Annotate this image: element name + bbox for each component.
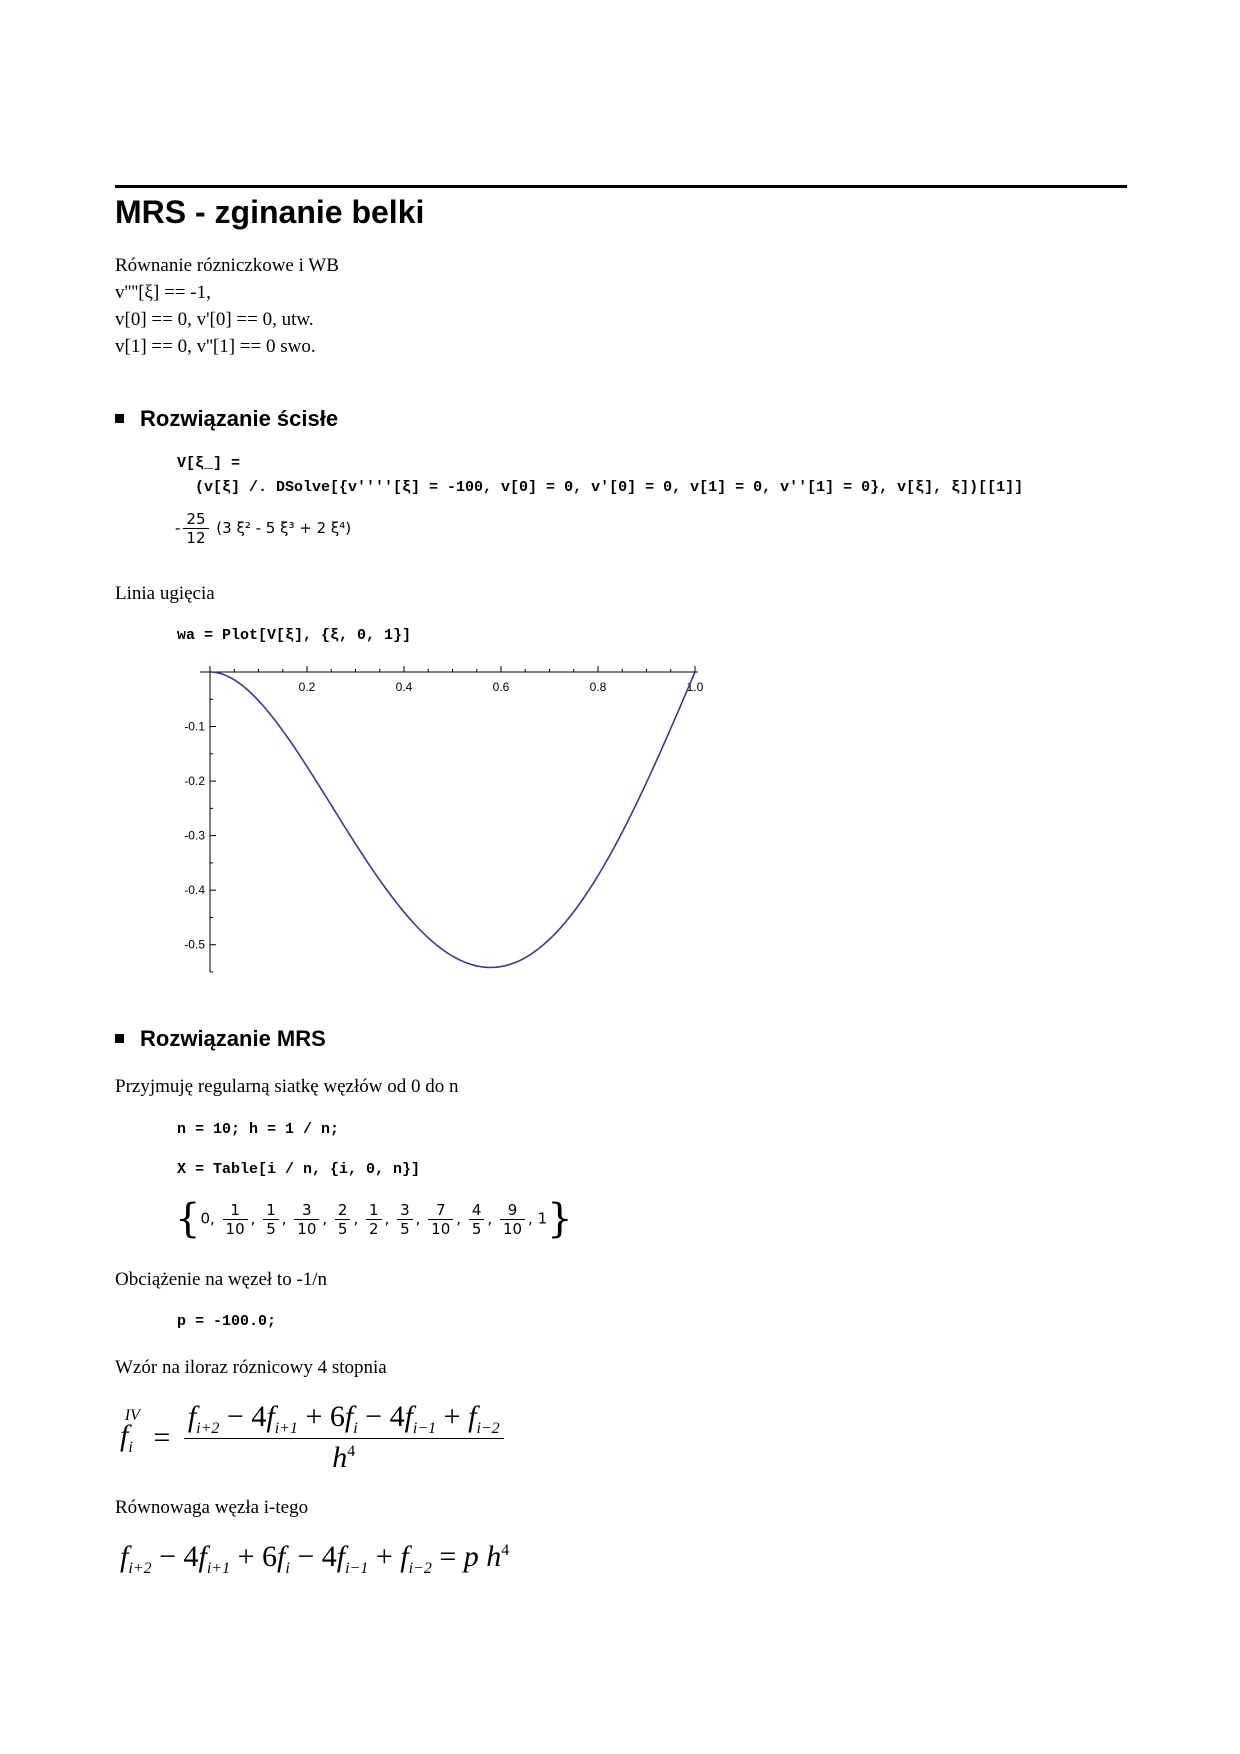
plot-caption: Linia ugięcia <box>115 583 215 604</box>
list-brace-open: { <box>175 1196 201 1242</box>
section-heading-mrs: Rozwiązanie MRS <box>115 1026 326 1052</box>
title-rule <box>115 185 1127 188</box>
x-tick-label: 0.2 <box>298 680 316 694</box>
intro-line-3: v[0] == 0, v'[0] == 0, utw. <box>115 309 314 330</box>
y-tick-label: -0.3 <box>184 828 205 843</box>
separator: , <box>487 1209 497 1228</box>
page-title: MRS - zginanie belki <box>115 194 425 230</box>
x-tick-label: 0.4 <box>395 680 413 694</box>
code-input-plot: wa = Plot[V[ξ], {ξ, 0, 1}] <box>177 627 412 644</box>
separator: , <box>353 1209 364 1228</box>
list-item: $\frac{1}{10}$ <box>223 1201 248 1238</box>
intro-line-4: v[1] == 0, v''[1] == 0 swo. <box>115 336 316 357</box>
node-list-output <box>175 1196 573 1242</box>
intro-line-1: Równanie rózniczkowe i WB <box>115 255 339 276</box>
list-brace-close: } <box>547 1196 573 1242</box>
separator: , <box>281 1209 292 1228</box>
code-input-n-h: n = 10; h = 1 / n; <box>177 1121 340 1138</box>
list-item: $\frac{2}{5}$ <box>335 1201 351 1238</box>
separator: , <box>415 1209 426 1228</box>
x-tick-label: 0.8 <box>589 680 607 694</box>
separator: , <box>456 1209 466 1228</box>
deflection-plot <box>160 660 720 980</box>
section-heading-exact: Rozwiązanie ścisłe <box>115 406 338 432</box>
load-text: Obciążenie na węzeł to -1/n <box>115 1269 328 1290</box>
y-tick-label: -0.4 <box>184 883 205 898</box>
deflection-curve <box>210 672 695 967</box>
x-tick-label: 1.0 <box>686 680 704 694</box>
list-item: $\frac{3}{5}$ <box>397 1201 413 1238</box>
equilibrium-formula: $f_{i+2} - 4f_{i+1} + 6f_i - 4f_{i-1} + f_{i-2} = p$ $h^4$ <box>120 1540 510 1577</box>
list-item: $\frac{3}{10}$ <box>294 1201 319 1238</box>
x-tick-label: 0.6 <box>492 680 510 694</box>
list-item: $\frac{4}{5}$ <box>469 1201 485 1238</box>
difference-quotient-text: Wzór na iloraz róznicowy 4 stopnia <box>115 1357 387 1378</box>
list-item: $\frac{1}{2}$ <box>366 1201 382 1238</box>
fraction: $\frac{25}{12}$ <box>183 510 208 547</box>
list-item: $\frac{9}{10}$ <box>500 1201 525 1238</box>
y-tick-label: -0.2 <box>184 774 205 789</box>
code-input-p: p = -100.0; <box>177 1313 277 1330</box>
separator: , <box>250 1209 261 1228</box>
code-input-table: X = Table[i / n, {i, 0, n}] <box>177 1161 421 1178</box>
difference-formula: $f_i^{IV}$ = $\frac{f_{i+2} - 4f_{i+1} + 6f_i - 4f_{i-1} + f_{i-2}}{h^4}$ <box>120 1400 504 1475</box>
plot-ticks <box>184 666 703 972</box>
list-item: 0, <box>200 1209 220 1228</box>
intro-line-2: v''''[ξ] == -1, <box>115 282 211 303</box>
list-item: $\frac{7}{10}$ <box>428 1201 453 1238</box>
exact-solution-output: - $\frac{25}{12}$ (3 ξ² - 5 ξ³ + 2 ξ⁴) <box>175 510 352 547</box>
grid-text: Przyjmuję regularną siatkę węzłów od 0 do n <box>115 1076 459 1097</box>
y-tick-label: -0.1 <box>184 719 205 734</box>
code-input-v-def: V[ξ_] = <box>177 455 241 472</box>
list-item: 1 <box>537 1209 548 1228</box>
separator: , <box>528 1209 538 1228</box>
plot-axes <box>200 666 698 972</box>
separator: , <box>384 1209 395 1228</box>
bullet-icon <box>115 1034 124 1043</box>
bullet-icon <box>115 414 124 423</box>
separator: , <box>322 1209 332 1228</box>
code-input-dsolve: (v[ξ] /. DSolve[{v''''[ξ] = -100, v[0] = 0, v'[0] = 0, v[1] = 0, v''[1] = 0}, v[ξ], ξ])[[1]] <box>177 479 1024 496</box>
equilibrium-text: Równowaga węzła i-tego <box>115 1497 309 1518</box>
y-tick-label: -0.5 <box>184 937 205 952</box>
list-item: $\frac{1}{5}$ <box>263 1201 279 1238</box>
